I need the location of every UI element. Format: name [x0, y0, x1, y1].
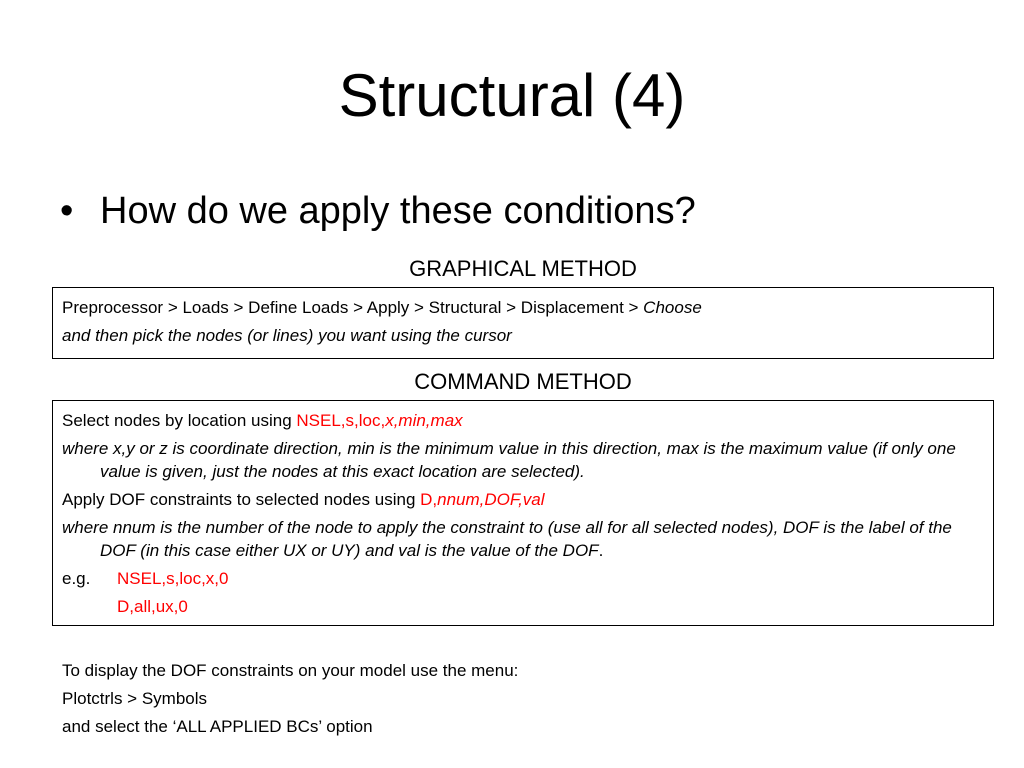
graphical-menu-path: [62, 296, 984, 319]
bullet-question: [60, 188, 696, 234]
slide-title: Structural (4): [338, 62, 686, 129]
graphical-method-box: [52, 287, 994, 359]
graphical-method-heading: GRAPHICAL METHOD: [409, 256, 637, 281]
nsel-command: NSEL,s,loc,: [296, 411, 386, 430]
example-nsel: NSEL,s,loc,x,0: [117, 569, 229, 588]
d-description: [62, 488, 984, 511]
d-explanation-end: .: [598, 541, 604, 560]
example-d: D,all,ux,0: [117, 597, 188, 616]
d-explanation: [62, 516, 984, 562]
footer-line-2: Plotctrls > Symbols: [62, 689, 208, 708]
display-instructions: [62, 657, 518, 741]
graphical-instruction: [62, 324, 984, 347]
bullet-dot: •: [60, 190, 74, 232]
command-method-box: [52, 400, 994, 626]
menu-path-text: Preprocessor > Loads > Define Loads > Apply > Structural > Displacement >: [62, 298, 644, 317]
d-explanation-text: where nnum is the number of the node to apply the constraint to (use all for all selected nodes), DOF is the label of the DOF (in this case either UX or UY) and val is the value of the DOF: [62, 518, 952, 560]
nsel-desc-text: Select nodes by location using: [62, 411, 297, 430]
nsel-description: [62, 409, 984, 432]
d-desc-text: Apply DOF constraints to selected nodes using: [62, 490, 421, 509]
d-args: nnum,DOF,val: [437, 490, 545, 509]
command-method-heading: COMMAND METHOD: [414, 369, 632, 394]
footer-line-1: To display the DOF constraints on your model use the menu:: [62, 661, 519, 680]
footer-line-3: and select the ‘ALL APPLIED BCs’ option: [62, 717, 373, 736]
example-line-1: [62, 567, 984, 590]
nsel-args: x,min,max: [385, 411, 463, 430]
nsel-explanation: [62, 437, 984, 483]
example-line-2: [62, 595, 984, 618]
nsel-explanation-text: where x,y or z is coordinate direction, min is the minimum value in this direction, max is the maximum value (if only one value is given, just the nodes at this exact location are selected).: [62, 439, 956, 481]
graphical-instruction-text: and then pick the nodes (or lines) you want using the cursor: [62, 326, 512, 345]
bullet-text: How do we apply these conditions?: [100, 190, 696, 232]
example-label: e.g.: [62, 569, 91, 588]
d-command: D,: [420, 490, 438, 509]
menu-path-choose: Choose: [643, 298, 702, 317]
